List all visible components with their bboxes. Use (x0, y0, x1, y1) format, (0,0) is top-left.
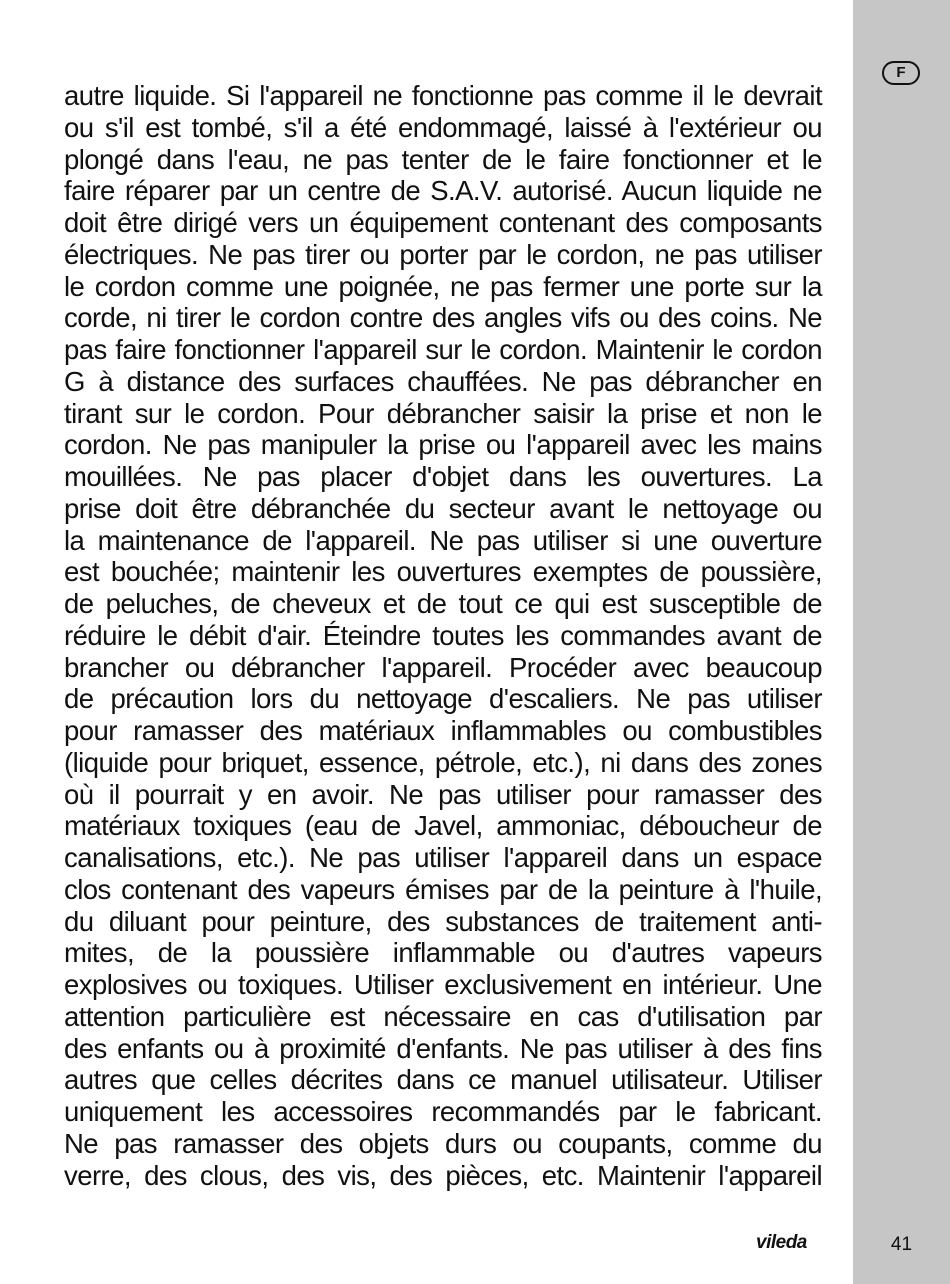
body-line: de précaution lors du nettoyage d'escaliers. Ne pas utiliser (64, 683, 823, 715)
body-line: (liquide pour briquet, essence, pétrole, etc.), ni dans des zones (64, 746, 823, 778)
body-line: électriques. Ne pas tirer ou porter par le cordon, ne pas utiliser (64, 238, 823, 270)
body-line: de peluches, de cheveux et de tout ce qui est susceptible de (64, 588, 823, 619)
body-line: du diluant pour peinture, des substances de traitement anti- (64, 905, 823, 937)
body-line: attention particulière est nécessaire en cas d'utilisation par (64, 1000, 823, 1032)
body-line: le cordon comme une poignée, ne pas fermer une porte sur la (64, 270, 823, 302)
vileda-logo (756, 1232, 807, 1254)
vileda-logo-text: vileda (756, 1232, 807, 1253)
body-line: Ne pas ramasser des objets durs ou coupants, comme du (64, 1127, 822, 1159)
body-line: est bouchée; maintenir les ouvertures exemptes de poussière, (64, 556, 823, 588)
body-line: verre, des clous, des vis, des pièces, etc. Maintenir l'appareil (64, 1159, 822, 1191)
body-line: des enfants ou à proximité d'enfants. Ne pas utiliser à des fins (64, 1032, 823, 1064)
body-line: explosives ou toxiques. Utiliser exclusivement en intérieur. Une (64, 969, 823, 1000)
body-line: clos contenant des vapeurs émises par de la peinture à l'huile, (64, 873, 823, 905)
body-line: brancher ou débrancher l'appareil. Procéder avec beaucoup (64, 651, 822, 683)
body-line: cordon. Ne pas manipuler la prise ou l'appareil avec les mains (64, 429, 822, 461)
body-line: ou s'il est tombé, s'il a été endommagé, laissé à l'extérieur ou (64, 111, 822, 143)
body-line: autre liquide. Si l'appareil ne fonctionne pas comme il le devrait (64, 80, 823, 111)
body-line: G à distance des surfaces chauffées. Ne pas débrancher en (64, 365, 822, 397)
body-line: mouillées. Ne pas placer d'objet dans les ouvertures. La (64, 461, 822, 492)
body-line: pas faire fonctionner l'appareil sur le cordon. Maintenir le cordon (64, 334, 822, 365)
body-line: faire réparer par un centre de S.A.V. autorisé. Aucun liquide ne (64, 175, 822, 207)
body-line: canalisations, etc.). Ne pas utiliser l'appareil dans un espace (64, 842, 823, 873)
body-line: doit être dirigé vers un équipement contenant des composants (64, 207, 822, 238)
body-text (64, 80, 822, 1191)
body-line: pour ramasser des matériaux inflammables ou combustibles (64, 715, 822, 746)
body-line: réduire le débit d'air. Éteindre toutes les commandes avant de (64, 619, 823, 651)
page-sidebar (853, 0, 950, 1284)
page-number: 41 (890, 1234, 913, 1255)
body-line: mites, de la poussière inflammable ou d'autres vapeurs (64, 937, 822, 969)
body-line: tirant sur le cordon. Pour débrancher saisir la prise et non le (64, 397, 822, 429)
body-line: autres que celles décrites dans ce manuel utilisateur. Utiliser (64, 1064, 823, 1096)
body-line: plongé dans l'eau, ne pas tenter de le faire fonctionner et le (64, 143, 823, 175)
body-line: uniquement les accessoires recommandés par le fabricant. (64, 1096, 822, 1127)
body-line: corde, ni tirer le cordon contre des angles vifs ou des coins. Ne (64, 302, 822, 334)
body-line: où il pourrait y en avoir. Ne pas utiliser pour ramasser des (64, 778, 822, 810)
body-line: matériaux toxiques (eau de Javel, ammoniac, déboucheur de (64, 810, 822, 842)
language-badge: F (882, 61, 920, 85)
body-line: prise doit être débranchée du secteur avant le nettoyage ou (64, 492, 822, 524)
body-line: la maintenance de l'appareil. Ne pas utiliser si une ouverture (64, 524, 823, 556)
